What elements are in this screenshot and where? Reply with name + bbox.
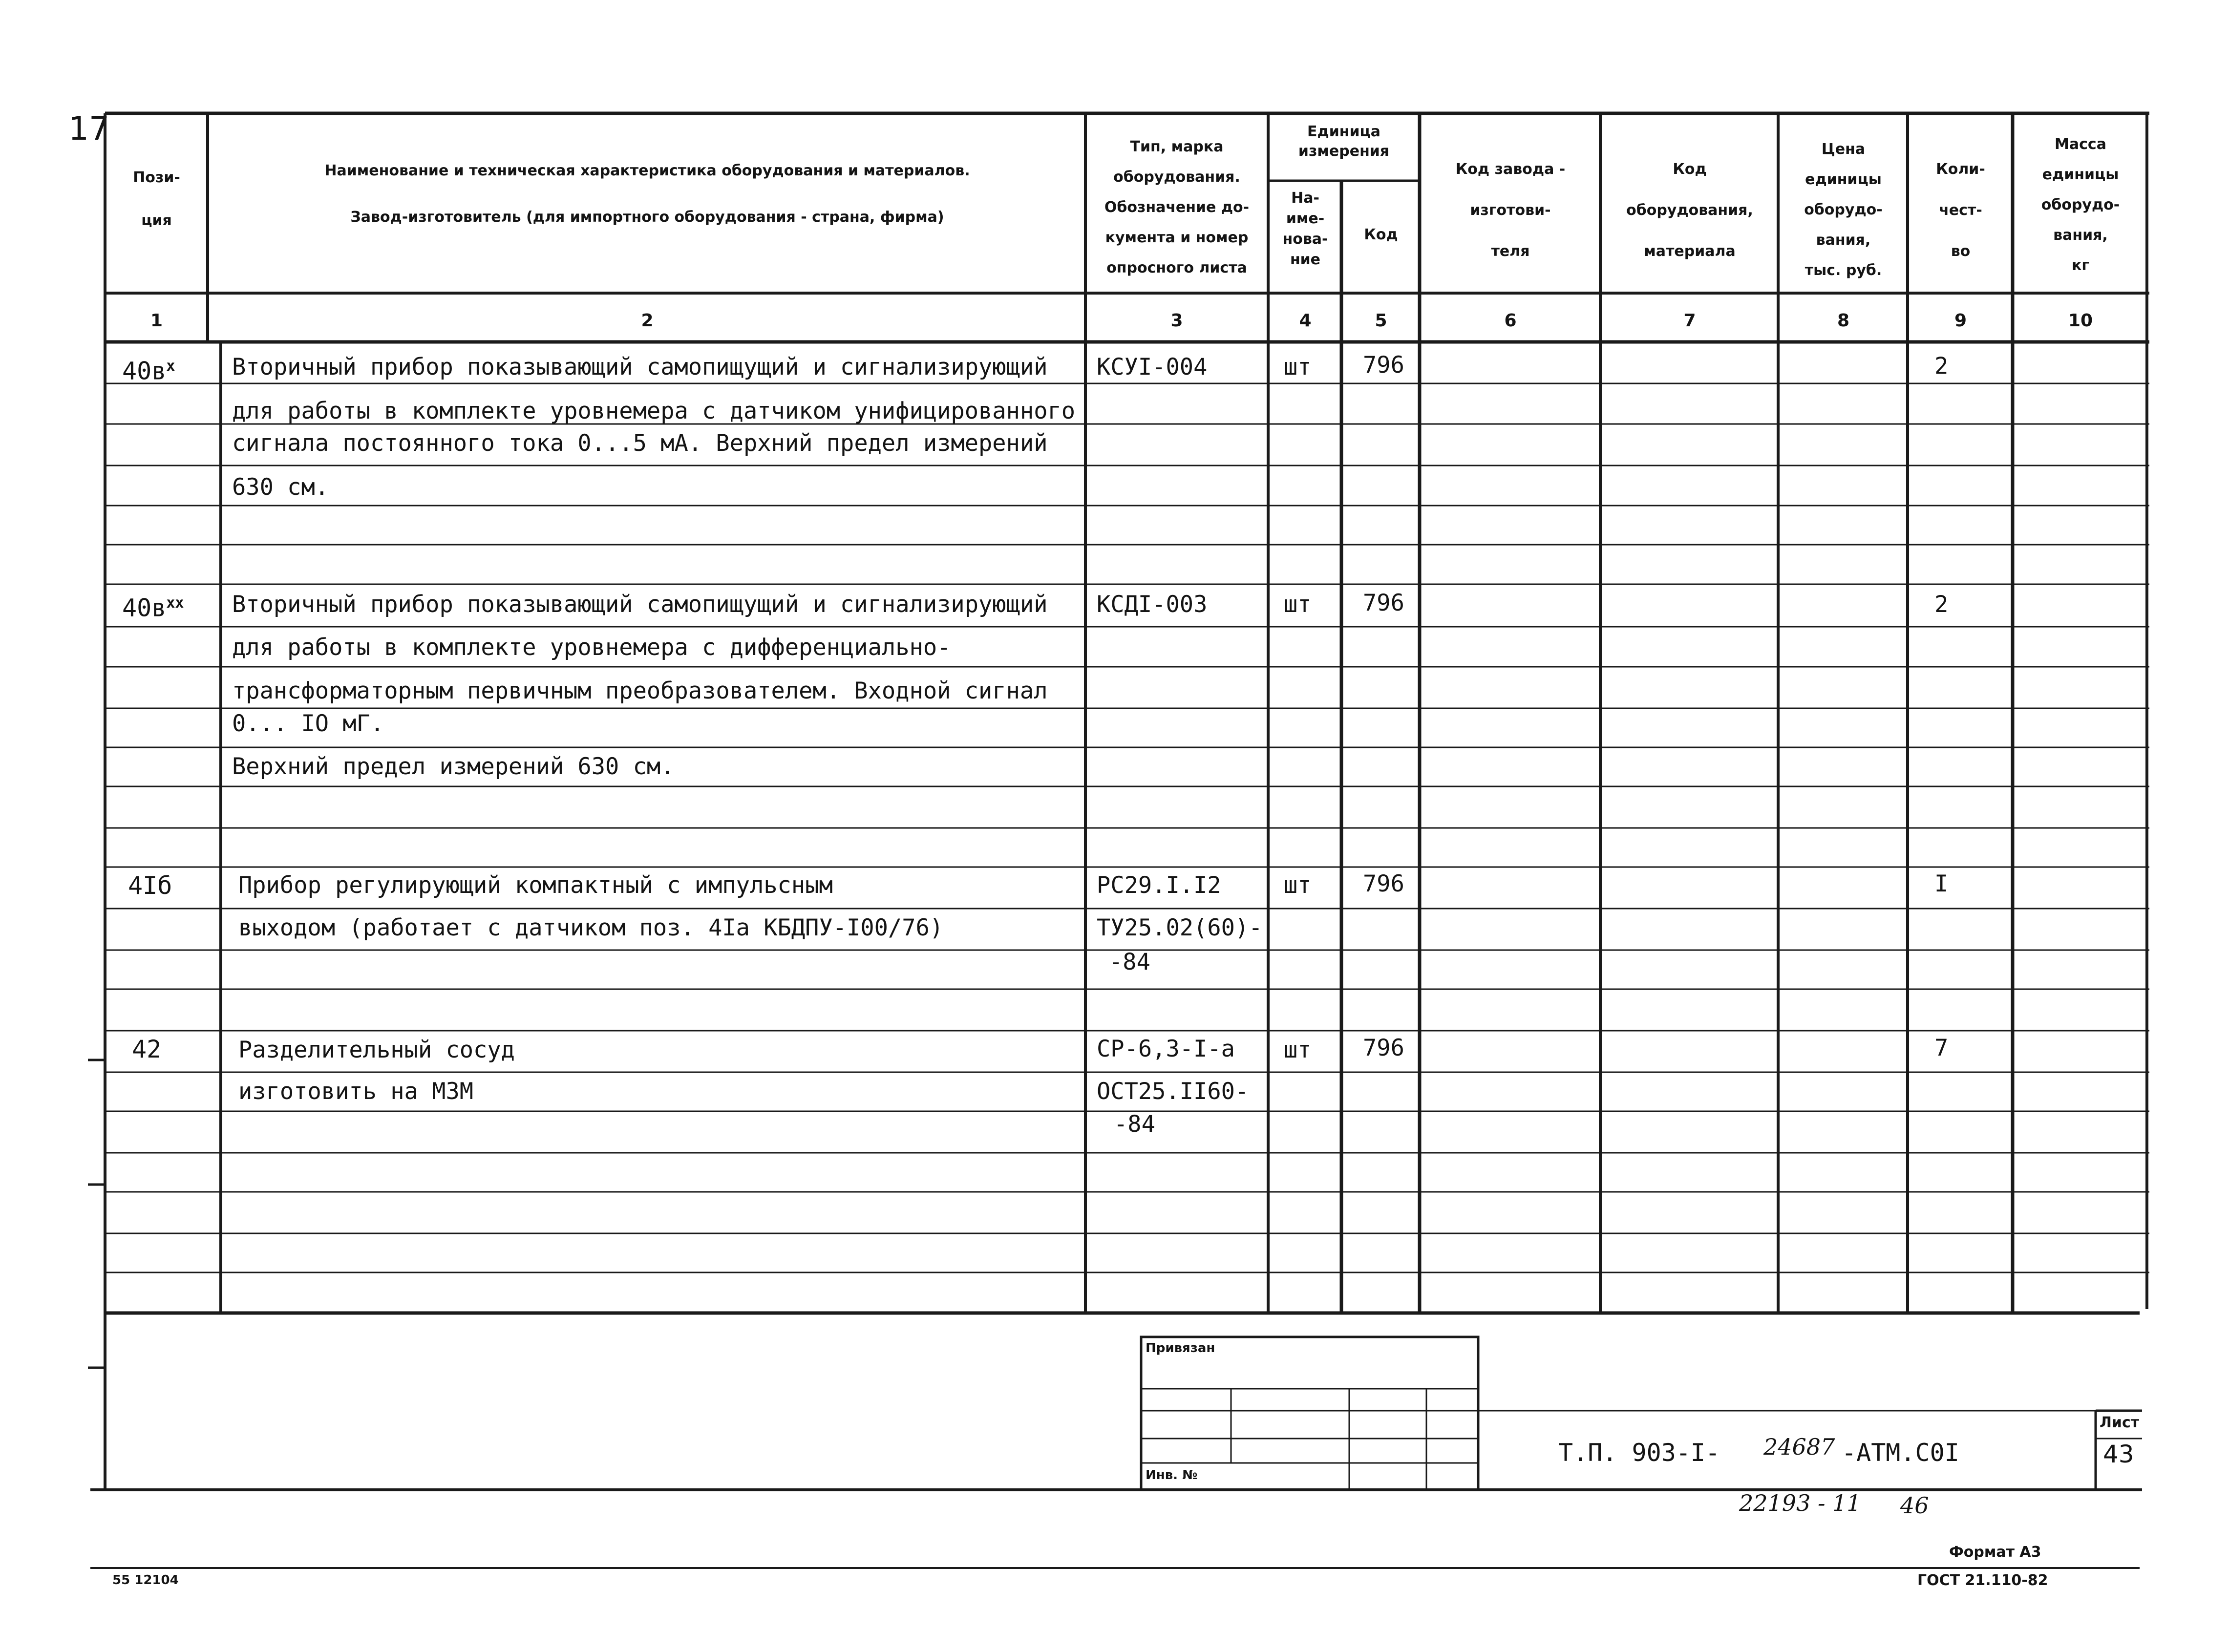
item-3-name-line-1: Прибор регулирующий компактный с импульсным [238,872,833,899]
header-price: Цена единицы оборудо- вания, тыс. руб. [1804,141,1883,279]
item-4-type-line-2: ОСТ25.II60- [1097,1078,1249,1105]
column-number-10: 10 [2068,311,2093,331]
header-position: Пози- ция [133,169,180,229]
item-4-unit: шт [1284,1037,1312,1063]
column-number-7: 7 [1683,311,1696,331]
handwritten-page-number: 46 [1900,1492,1929,1519]
column-number-6: 6 [1504,311,1517,331]
sheet-number: 43 [2103,1440,2134,1468]
item-1-quantity: 2 [1934,353,1949,380]
header-mass: Масса единицы оборудо- вания, кг [2041,136,2120,274]
item-1-unit: шт [1284,354,1312,381]
item-4-quantity: 7 [1934,1035,1949,1061]
column-number-2: 2 [641,311,654,331]
header-unit-group: Единица измерения [1298,123,1390,160]
header-type: Тип, марка оборудования. Обозначение до- кумента и номер опросного листа [1104,138,1250,276]
item-2-unit: шт [1284,591,1312,618]
format-label: Формат А3 [1949,1544,2041,1561]
header-factory-code: Код завода - изготови- теля [1455,161,1566,260]
item-2-position: $40в^{хх}$ [122,593,184,622]
header-unit-name: На- име- нова- ние [1282,190,1328,268]
item-3-unit-code: 796 [1363,870,1404,897]
handwritten-registration-number: 22193 - 11 [1739,1490,1861,1516]
stamp-inventory-label: Инв. № [1146,1468,1198,1483]
item-4-name-line-1: Разделительный сосуд [238,1037,515,1063]
item-2-name-line-1: Вторичный прибор показывающий самопищущий и сигнализирующий [232,591,1048,618]
header-unit-code: Код [1364,226,1398,243]
item-2-name-line-4: 0... IO мГ. [232,710,384,737]
item-4-unit-code: 796 [1363,1035,1404,1061]
item-1-name-line-2: для работы в комплекте уровнемера с датчиком унифицированного [232,398,1076,424]
item-4-name-line-2: изготовить на МЗМ [238,1078,474,1105]
footer-left-code: 55 12104 [112,1573,179,1588]
document-code-prefix: Т.П. 903-I- [1558,1439,1720,1467]
column-number-5: 5 [1375,311,1387,331]
item-4-position: 42 [132,1035,162,1063]
page-number: 17 [68,110,109,148]
header-quantity: Коли- чест- во [1936,161,1985,260]
column-number-9: 9 [1954,311,1967,331]
gost-standard: ГОСТ 21.110-82 [1917,1572,2048,1589]
item-3-type-line-2: ТУ25.02(60)- [1097,914,1263,941]
item-2-name-line-2: для работы в комплекте уровнемера с дифференциально- [232,634,951,661]
item-2-name-line-3: трансформаторным первичным преобразователем. Входной сигнал [232,678,1048,704]
document-code-handwritten: 24687 [1763,1434,1835,1460]
item-2-name-line-5: Верхний предел измерений 630 см. [232,753,675,780]
column-number-4: 4 [1299,311,1312,331]
document-code-suffix: -АТМ.С0I [1842,1439,1959,1467]
item-1-position: $40в^х$ [122,357,175,385]
item-3-unit: шт [1284,872,1312,899]
header-name-line2: Завод-изготовитель (для импортного оборудования - страна, фирма) [350,209,944,226]
column-number-8: 8 [1837,311,1850,331]
item-1-name-line-4: 630 см. [232,474,329,501]
stamp-bound-label: Привязан [1146,1341,1215,1355]
item-1-type: КСУI-004 [1097,354,1208,381]
sheet-label: Лист [2100,1414,2140,1431]
item-4-type-line-3: -84 [1114,1111,1155,1138]
item-2-type: КСДI-003 [1097,591,1208,618]
item-3-type-line-3: -84 [1109,949,1150,975]
item-4-type-line-1: СР-6,3-I-а [1097,1036,1235,1062]
header-name-line1: Наименование и техническая характеристика оборудования и материалов. [324,162,970,179]
item-1-unit-code: 796 [1363,352,1404,379]
item-3-name-line-2: выходом (работает с датчиком поз. 4Iа КБДПУ-I00/76) [238,914,944,941]
item-2-unit-code: 796 [1363,590,1404,616]
item-3-type-line-1: РС29.I.I2 [1097,872,1221,899]
item-1-name-line-1: Вторичный прибор показывающий самопищущий и сигнализирующий [232,354,1048,381]
item-3-position: 4Iб [128,871,172,900]
column-number-3: 3 [1170,311,1183,331]
column-number-1: 1 [150,311,163,331]
item-2-quantity: 2 [1934,591,1949,618]
header-equipment-code: Код оборудования, материала [1626,161,1753,260]
item-3-quantity: I [1934,870,1949,897]
item-1-name-line-3: сигнала постоянного тока 0...5 мА. Верхний предел измерений [232,430,1048,457]
